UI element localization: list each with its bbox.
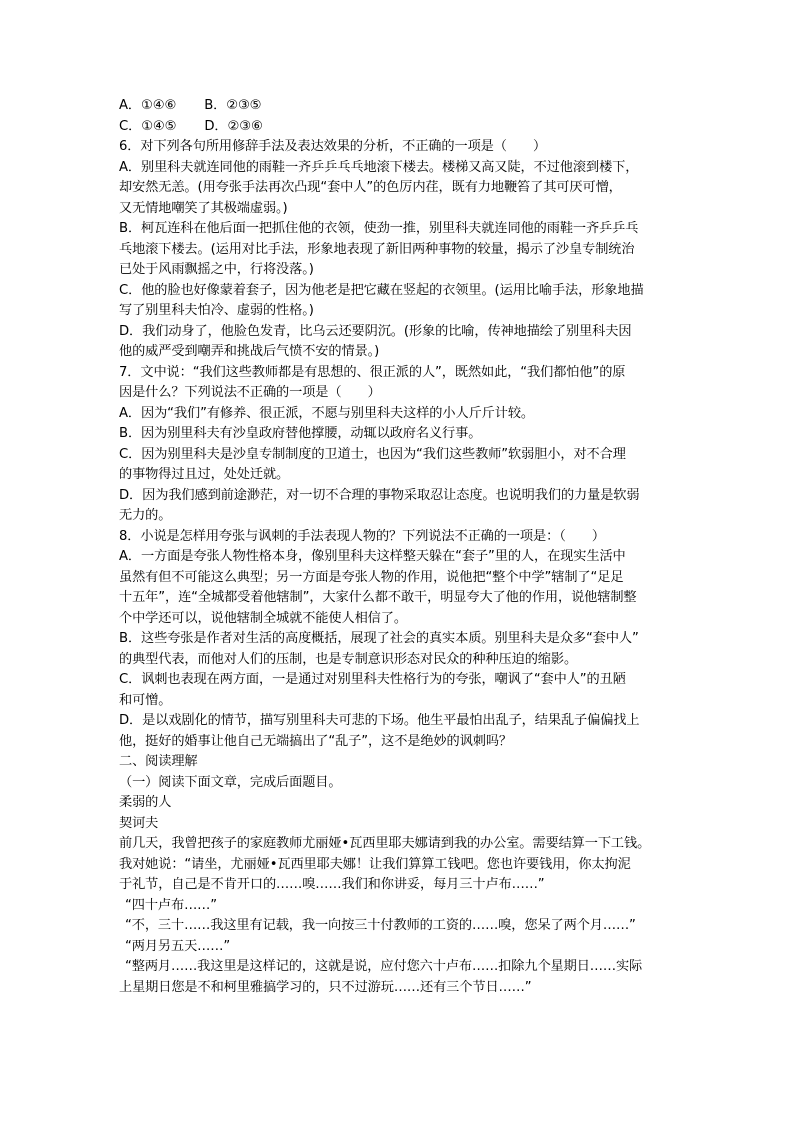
- q7-option-b-line: B．因为别里科夫有沙皇政府替他撑腰，动辄以政府名义行事。: [119, 426, 482, 441]
- q7-option-d-line: 无力的。: [119, 508, 172, 523]
- q6-option-b-line: 乓地滚下楼去。(运用对比手法，形象地表现了新旧两种事物的较量，揭示了沙皇专制统治: [119, 241, 635, 257]
- q8-option-a-line: 十五年”，连“全城都受着他辖制”，大家什么都不敢干，明显夸大了他的作用，说他辖制整: [119, 590, 637, 605]
- q8-option-a-line: A．一方面是夸张人物性格本身，像别里科夫这样整天躲在“套子”里的人，在现实生活中: [119, 549, 626, 564]
- dialogue-line: “整两月……我这里是这样记的，这就是说，应付您六十卢布……扣除九个星期日……实际: [125, 959, 643, 974]
- question-8-stem: 8．小说是怎样用夸张与讽刺的手法表现人物的？下列说法不正确的一项是：（ ）: [119, 528, 605, 544]
- q6-option-a-line: 却安然无恙。(用夸张手法再次凸现“套中人”的色厉内荏，既有力地鞭笞了其可厌可憎，: [119, 180, 622, 195]
- q8-option-d-line: 他，挺好的婚事让他自己无端搞出了“乱子”，这不是绝妙的讽刺吗？: [119, 733, 512, 749]
- dialogue-line: “两月另五天……”: [125, 938, 231, 954]
- q6-option-a-line: 又无情地嘲笑了其极端虚弱。): [119, 200, 288, 216]
- q7-option-a-line: A．因为“我们”有修养、很正派，不愿与别里科夫这样的小人斤斤计较。: [119, 405, 535, 421]
- question-7-stem: 7．文中说：“我们这些教师都是有思想的、很正派的人”，既然如此，“我们都怕他”的原: [119, 364, 626, 380]
- document-page: [119, 96, 691, 998]
- q8-option-b-line: 的典型代表，而他对人们的压制，也是专制意识形态对民众的种种压迫的缩影。: [119, 651, 578, 667]
- q7-option-d-line: D．因为我们感到前途渺茫，对一切不合理的事物采取忍让态度。也说明我们的力量是软弱: [119, 487, 640, 503]
- q8-option-b-line: B．这些夸张是作者对生活的高度概括，展现了社会的真实本质。别里科夫是众多“套中人”: [119, 631, 639, 646]
- options-row-ab: [119, 96, 691, 117]
- dialogue-line: “四十卢布……”: [125, 897, 217, 913]
- q8-option-a-line: 个中学还可以，说他辖制全城就不能使人相信了。: [119, 610, 407, 626]
- option-c: C．①④⑤: [119, 118, 177, 134]
- story-author: 契诃夫: [119, 815, 159, 831]
- q7-option-c-line: C．因为别里科夫是沙皇专制制度的卫道士，也因为“我们这些教师”软弱胆小，对不合理: [119, 446, 626, 462]
- dialogue-line: “不，三十……我这里有记载，我一向按三十付教师的工资的……嗅，您呆了两个月……”: [125, 918, 636, 933]
- q6-option-c-line: C．他的脸也好像蒙着套子，因为他老是把它藏在竖起的衣领里。(运用比喻手法，形象地描: [119, 282, 644, 298]
- q6-option-b-line: 已处于风雨飘摇之中，行将没落。): [119, 262, 314, 277]
- q8-option-d-line: D．是以戏剧化的情节，描写别里科夫可悲的下场。他生平最怕出乱子，结果乱子偏偏找上: [119, 713, 640, 728]
- section-heading: 二、阅读理解: [119, 754, 198, 769]
- question-6-stem: 6．对下列各句所用修辞手法及表达效果的分析，不正确的一项是（ ）: [119, 139, 547, 154]
- story-paragraph-line: 前几天，我曾把孩子的家庭教师尤丽娅•瓦西里耶夫娜请到我的办公室。需要结算一下工钱。: [119, 836, 651, 851]
- story-paragraph-line: 于礼节，自己是不肯开口的……嗅……我们和你讲妥，每月三十卢布……”: [119, 877, 545, 892]
- question-7-stem: 因是什么？下列说法不正确的一项是（ ）: [119, 385, 381, 400]
- story-paragraph-line: 我对她说：“请坐，尤丽娅•瓦西里耶夫娜！让我们算算工钱吧。您也许要钱用，你太拘泥: [119, 856, 631, 872]
- q6-option-c-line: 写了别里科夫怕冷、虚弱的性格。): [119, 303, 314, 318]
- q6-option-d-line: D．我们动身了，他脸色发青，比乌云还要阴沉。(形象的比喻，传神地描绘了别里科夫因: [119, 323, 632, 339]
- q7-option-c-line: 的事物得过且过，处处迁就。: [119, 467, 290, 482]
- story-title: 柔弱的人: [119, 795, 172, 810]
- q6-option-d-line: 他的威严受到嘲弄和挑战后气愤不安的情景。): [119, 344, 380, 359]
- q8-option-a-line: 虽然有但不可能这么典型；另一方面是夸张人物的作用，说他把“整个中学”辖制了“足足: [119, 569, 624, 585]
- option-b: B．②③⑤: [204, 98, 262, 113]
- dialogue-line: 上星期日您是不和柯里雅搞学习的，只不过游玩……还有三个节日……”: [119, 979, 532, 995]
- options-row-cd: [119, 117, 691, 138]
- q8-option-c-line: 和可憎。: [119, 692, 172, 708]
- option-d: D．②③⑥: [204, 118, 263, 134]
- q6-option-b-line: B．柯瓦连科在他后面一把抓住他的衣领，使劲一推，别里科夫就连同他的雨鞋一齐乒乒乓: [119, 221, 639, 236]
- subsection-heading: （一）阅读下面文章，完成后面题目。: [119, 774, 342, 790]
- q6-option-a-line: A．别里科夫就连同他的雨鞋一齐乒乒乓乓地滚下楼去。楼梯又高又陡，不过他滚到楼下，: [119, 159, 639, 175]
- q8-option-c-line: C．讽刺也表现在两方面，一是通过对别里科夫性格行为的夸张，嘲讽了“套中人”的丑陋: [119, 672, 626, 687]
- option-a: A．①④⑥: [119, 98, 177, 113]
